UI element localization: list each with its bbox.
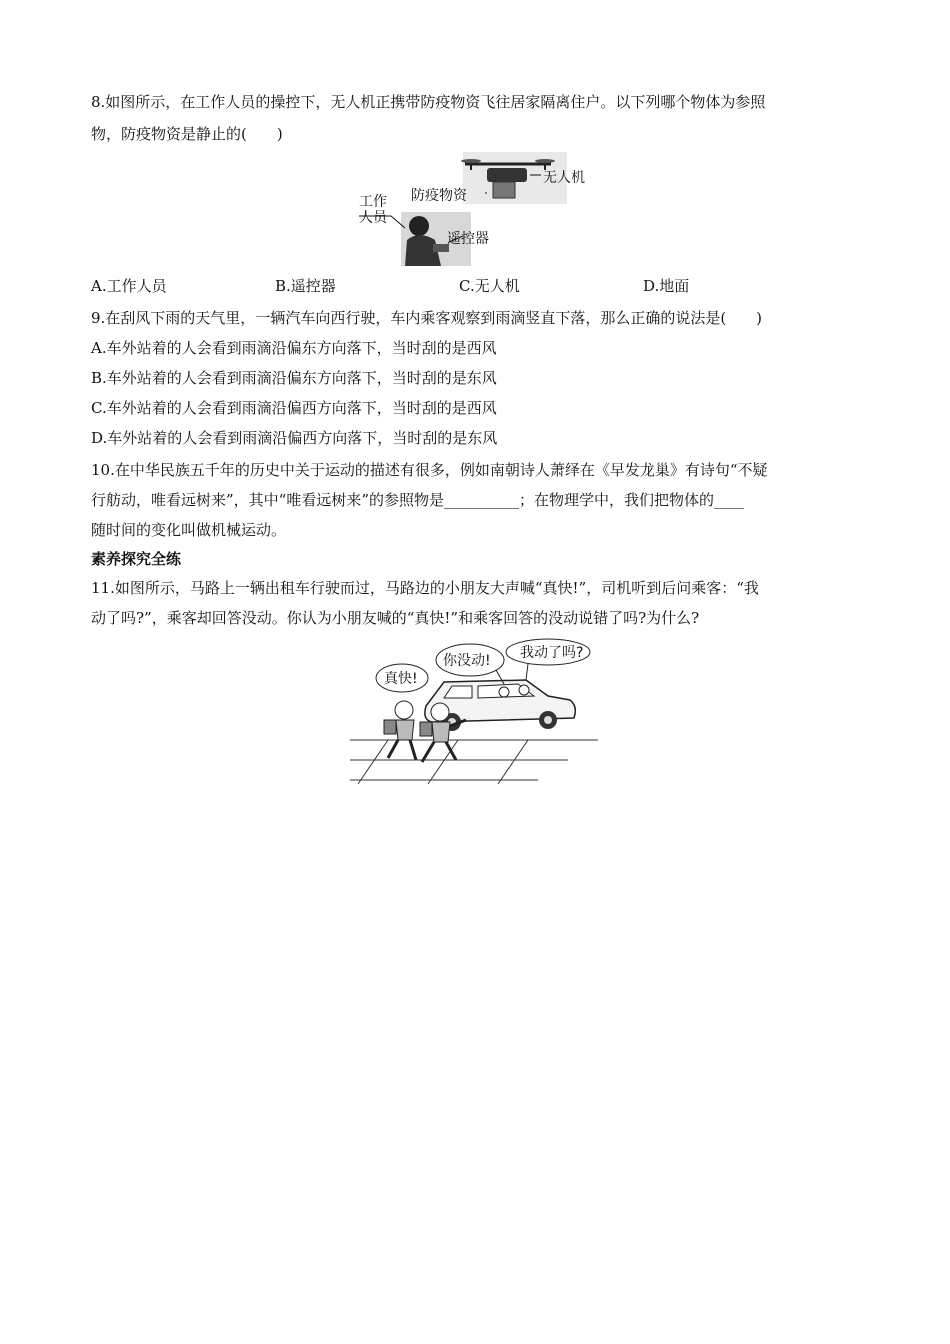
bubble-driver: 我动了吗?: [520, 645, 584, 661]
label-supplies: 防疫物资: [411, 188, 467, 204]
label-remote: 遥控器: [447, 231, 489, 247]
q10-line3: 随时间的变化叫做机械运动。: [91, 521, 287, 539]
q10-line2: 行舫动，唯看远树来”，其中“唯看远树来”的参照物是__________；在物理学中，我们把物体的____: [91, 491, 745, 509]
q8-option-d[interactable]: D.地面: [643, 277, 690, 295]
label-worker-2: 人员: [359, 210, 387, 226]
label-worker-1: 工作: [359, 194, 387, 210]
q11-line1: 11.如图所示，马路上一辆出租车行驶而过，马路边的小朋友大声喊“真快!”，司机听到后问乘客：“我: [91, 579, 759, 597]
q11-line2: 动了吗?”，乘客却回答没动。你认为小朋友喊的“真快!”和乘客回答的没动说错了吗?为什么?: [91, 609, 700, 627]
q8-option-b[interactable]: B.遥控器: [275, 277, 336, 295]
q9-option-b[interactable]: B.车外站着的人会看到雨滴沿偏东方向落下，当时刮的是东风: [91, 369, 497, 387]
label-drone: 无人机: [543, 170, 585, 186]
bubble-passenger: 你没动!: [443, 653, 491, 669]
q9-option-d[interactable]: D.车外站着的人会看到雨滴沿偏西方向落下，当时刮的是东风: [91, 429, 498, 447]
q9-option-a[interactable]: A.车外站着的人会看到雨滴沿偏东方向落下，当时刮的是西风: [91, 339, 497, 357]
q8-stem-line2: 物，防疫物资是静止的( ): [91, 125, 283, 143]
q8-option-c[interactable]: C.无人机: [459, 277, 520, 295]
q8-option-a[interactable]: A.工作人员: [91, 277, 167, 295]
section-title: 素养探究全练: [91, 550, 182, 568]
bubble-kid: 真快!: [384, 671, 418, 687]
q10-line1: 10.在中华民族五千年的历史中关于运动的描述有很多，例如南朝诗人萧绎在《早发龙巢》有诗句“不疑: [91, 461, 768, 479]
q9-stem: 9.在刮风下雨的天气里，一辆汽车向西行驶，车内乘客观察到雨滴竖直下落，那么正确的说法是( ): [91, 309, 763, 327]
q9-option-c[interactable]: C.车外站着的人会看到雨滴沿偏西方向落下，当时刮的是西风: [91, 399, 497, 417]
q8-stem-line1: 8.如图所示，在工作人员的操控下，无人机正携带防疫物资飞往居家隔离住户。以下列哪个物体为参照: [91, 93, 766, 111]
